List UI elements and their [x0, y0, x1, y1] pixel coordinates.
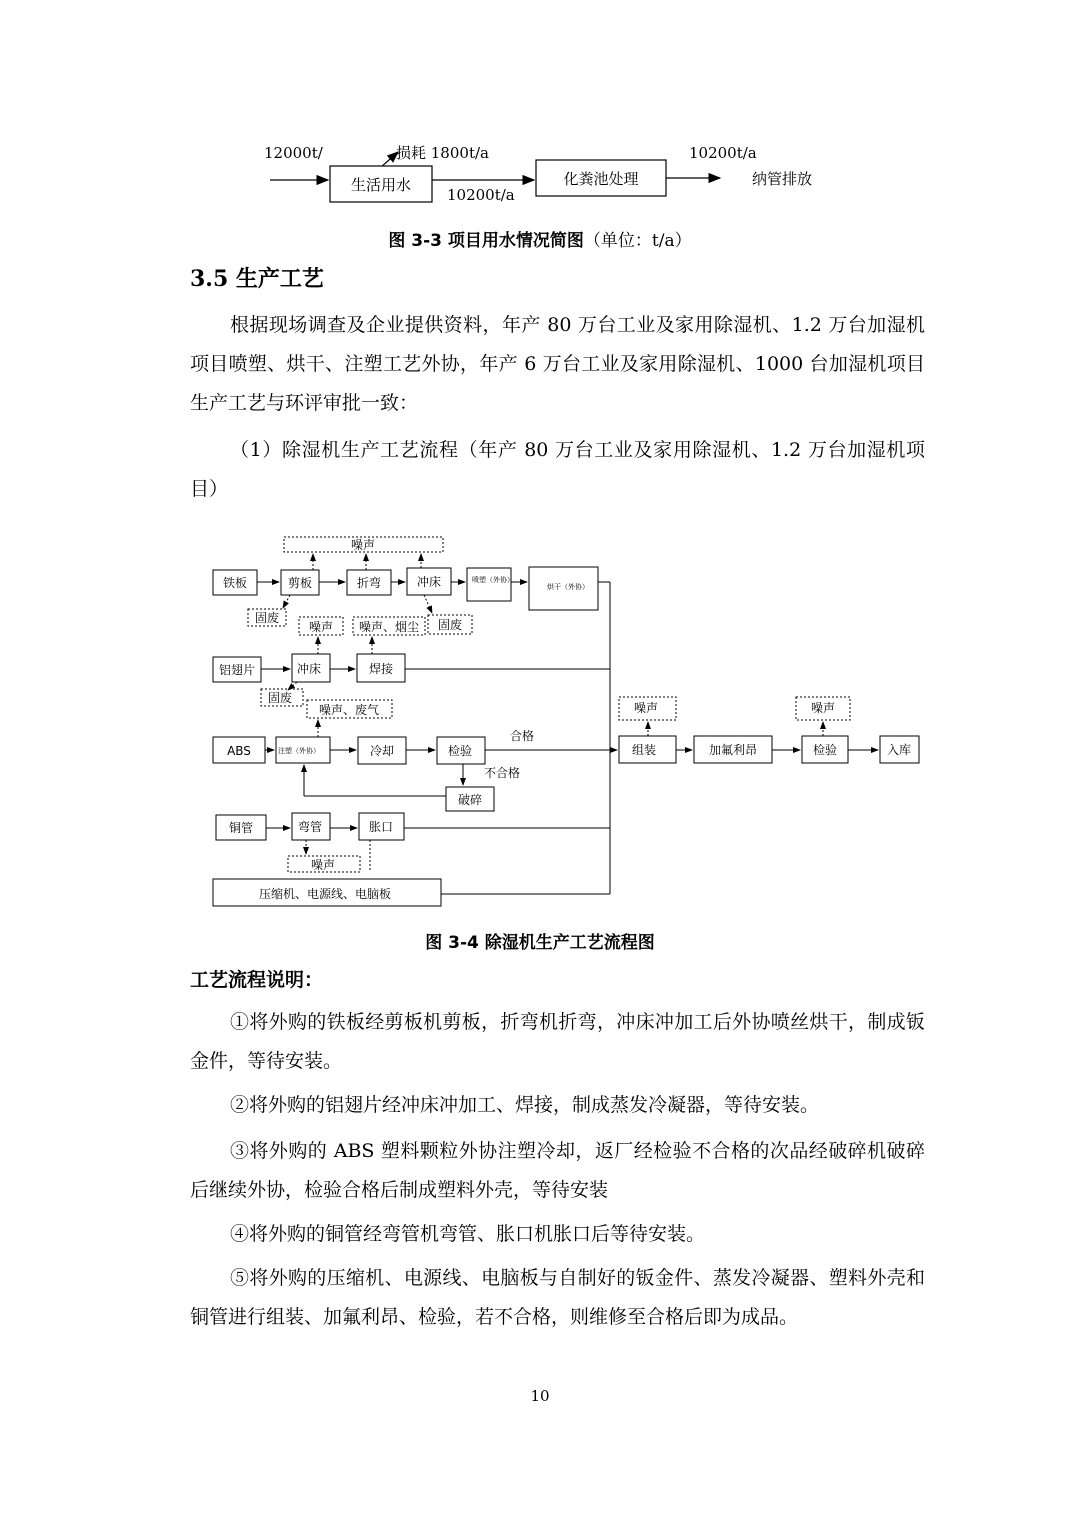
section-heading: 3.5 生产工艺	[190, 266, 324, 292]
loss-label: 损耗 1800t/a	[396, 144, 489, 162]
crush-label: 破碎	[457, 793, 483, 807]
solid-waste-2-label: 固废	[437, 618, 463, 632]
discharge-label: 纳管排放	[752, 170, 813, 188]
step-5: ⑤将外购的压缩机、电源线、电脑板与自制好的钣金件、蒸发冷凝器、塑料外壳和铜管进行组装、加氟利昂、检验，若不合格，则维修至合格后即为成品。	[190, 1267, 925, 1328]
noise-assemble-label: 噪声	[633, 701, 659, 715]
abs-label: ABS	[227, 744, 251, 758]
weld-label: 焊接	[368, 662, 394, 676]
inspect-2-label: 检验	[812, 743, 838, 757]
unqualified-label: 不合格	[483, 766, 521, 780]
storage-label: 入库	[886, 743, 912, 757]
noise-pipe-label: 噪声	[310, 858, 336, 872]
bend-label: 折弯	[356, 576, 382, 590]
qualified-label: 合格	[509, 729, 535, 743]
shear-label: 剪板	[287, 576, 313, 590]
noise-inspect-label: 噪声	[810, 701, 836, 715]
noise-gas-label: 噪声、废气	[318, 703, 380, 717]
assemble-label: 组装	[631, 743, 657, 757]
bend-pipe-label: 弯管	[297, 820, 323, 834]
spray-label: 喷塑（外协）	[472, 576, 514, 584]
septic-label: 化粪池处理	[563, 170, 639, 188]
expand-label: 胀口	[368, 820, 394, 834]
step-3: ③将外购的 ABS 塑料颗粒外协注塑冷却，返厂经检验不合格的次品经破碎机破碎后继续外协，检验合格后制成塑料外壳，等待安装	[190, 1140, 925, 1201]
mid-flow-label: 10200t/a	[447, 186, 515, 204]
figure-3-3-caption-title: 图 3-3 项目用水情况简图	[388, 231, 584, 251]
noise-dust-label: 噪声、烟尘	[358, 620, 420, 634]
step-4: ④将外购的铜管经弯管机弯管、胀口机胀口后等待安装。	[230, 1223, 706, 1245]
solid-waste-1-label: 固废	[254, 611, 280, 625]
solid-waste-3-label: 固废	[267, 691, 293, 705]
page-number: 10	[530, 1387, 550, 1405]
input-flow-label: 12000t/	[264, 144, 323, 162]
domestic-water-label: 生活用水	[350, 176, 412, 194]
sub-paragraph: （1）除湿机生产工艺流程（年产 80 万台工业及家用除湿机、1.2 万台加湿机项目）	[190, 439, 925, 500]
cool-label: 冷却	[369, 744, 395, 758]
figure-3-4-caption: 图 3-4 除湿机生产工艺流程图	[425, 933, 655, 953]
al-fin-label: 铝翅片	[218, 663, 256, 677]
punch-2-label: 冲床	[296, 662, 322, 676]
figure-3-3-caption-unit: （单位：t/a）	[583, 231, 692, 251]
step-1: ①将外购的铁板经剪板机剪板，折弯机折弯，冲床冲加工后外协喷丝烘干，制成钣金件，等待安装。	[190, 1011, 925, 1072]
inspect-label: 检验	[447, 744, 473, 758]
iron-plate-label: 铁板	[222, 576, 248, 590]
freon-label: 加氟利昂	[708, 743, 758, 757]
copper-label: 铜管	[228, 821, 254, 835]
dry-label: 烘干（外协）	[547, 583, 589, 591]
punch-label: 冲床	[416, 575, 442, 589]
inject-label: 注塑（外协）	[278, 747, 320, 755]
components-label: 压缩机、电源线、电脑板	[258, 887, 392, 901]
noise-2-label: 噪声	[308, 620, 334, 634]
out-flow-label: 10200t/a	[689, 144, 757, 162]
intro-paragraph: 根据现场调查及企业提供资料，年产 80 万台工业及家用除湿机、1.2 万台加湿机项目喷塑、烘干、注塑工艺外协，年产 6 万台工业及家用除湿机、1000 台加湿机项目生产工艺与环评审批一致：	[190, 314, 925, 414]
noise-top-label: 噪声	[350, 538, 376, 552]
process-heading: 工艺流程说明：	[190, 969, 324, 991]
step-2: ②将外购的铝翅片经冲床冲加工、焊接，制成蒸发冷凝器，等待安装。	[230, 1094, 820, 1116]
